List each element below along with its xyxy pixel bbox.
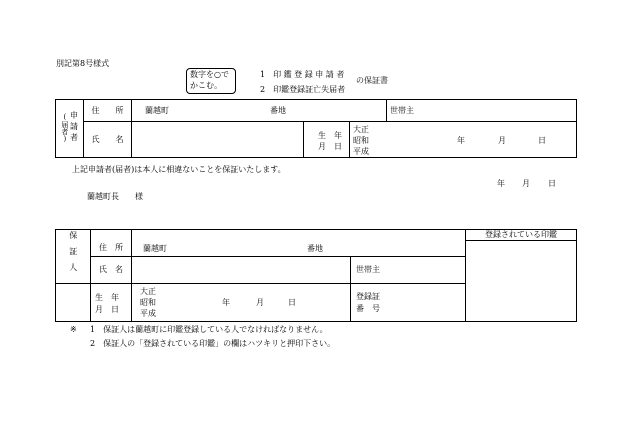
guarantor-dob-year: 年 <box>222 298 230 307</box>
guarantor-lot-label: 番地 <box>307 243 323 253</box>
applicant-section-sublabel: (届者) <box>60 112 69 143</box>
notes-mark: ※ <box>70 325 77 334</box>
guarantor-dob-day: 日 <box>288 298 296 307</box>
title-suffix: の保証書 <box>356 76 388 85</box>
guarantor-reg-cert-label-2: 番 号 <box>356 304 380 313</box>
guarantor-dob-month: 月 <box>256 298 264 307</box>
applicant-address-label: 住 所 <box>84 100 132 122</box>
certification-year: 年 <box>497 179 505 188</box>
certification-month: 月 <box>522 179 530 188</box>
applicant-dob-year: 年 <box>457 136 465 145</box>
note-2: 2 保証人の「登録されている印鑑」の欄はハツキリと押印下さい。 <box>90 339 336 348</box>
guarantor-town-name: 蘭越町 <box>143 243 167 253</box>
applicant-era-taisho: 大正 <box>353 125 369 134</box>
guarantor-dob-label-2: 月 日 <box>95 305 119 314</box>
applicant-section-label: 申請者 <box>69 111 79 145</box>
guarantor-section-label: 保証人 <box>68 231 78 280</box>
applicant-section-label-cell <box>56 100 84 158</box>
guarantor-era-showa: 昭和 <box>140 298 156 307</box>
guarantor-address-field-top <box>132 230 466 241</box>
guarantor-section-spacer <box>56 284 91 322</box>
applicant-name-field[interactable] <box>132 122 304 158</box>
applicant-table <box>55 99 577 158</box>
applicant-dob-label-1: 生 年 <box>318 131 342 140</box>
applicant-name-label: 氏 名 <box>84 122 132 158</box>
guarantor-section-label-cell <box>56 230 91 284</box>
guarantor-reg-cert-cell[interactable] <box>351 284 466 322</box>
guarantor-address-label: 住 所 <box>91 241 132 257</box>
guarantor-dob-field[interactable] <box>132 284 351 322</box>
guarantor-household-label: 世帯主 <box>356 265 380 274</box>
applicant-dob-day: 日 <box>538 136 546 145</box>
registered-seal-box[interactable] <box>466 241 577 322</box>
applicant-dob-month: 月 <box>498 136 506 145</box>
guarantor-address-field[interactable] <box>132 241 466 257</box>
guarantor-era-heisei: 平成 <box>140 309 156 318</box>
guarantor-household-cell[interactable] <box>351 257 466 284</box>
form-number: 別記第8号様式 <box>56 59 110 68</box>
applicant-era-showa: 昭和 <box>353 136 369 145</box>
applicant-household-label: 世帯主 <box>390 106 415 115</box>
guarantor-address-label-top <box>91 230 132 241</box>
guarantor-dob-label-1: 生 年 <box>95 293 119 302</box>
guarantor-table <box>55 229 577 322</box>
applicant-lot-label: 番地 <box>270 106 286 115</box>
guarantor-era-taisho: 大正 <box>140 287 156 296</box>
option-applicant: 1 印 鑑 登 録 申 請 者 <box>260 70 345 79</box>
instruction-line-1: 数字を○で <box>190 70 229 79</box>
applicant-dob-label-cell <box>304 122 350 158</box>
instruction-line-2: かこむ。 <box>190 81 222 90</box>
guarantor-name-label: 氏 名 <box>91 257 132 284</box>
guarantor-dob-label-cell <box>91 284 132 322</box>
applicant-era-heisei: 平成 <box>353 147 369 156</box>
option-lost-cert: 2 印鑑登録証亡失届者 <box>260 85 346 94</box>
applicant-dob-field[interactable] <box>350 122 577 158</box>
note-1: 1 保証人は蘭越町に印鑑登録している人でなければなりません。 <box>90 325 328 334</box>
applicant-household-cell[interactable] <box>387 100 577 122</box>
applicant-address-field[interactable] <box>132 100 387 122</box>
guarantor-name-field[interactable] <box>132 257 351 284</box>
certification-statement: 上記申請者(届者)は本人に相違ないことを保証いたします。 <box>72 165 286 174</box>
certification-day: 日 <box>548 179 556 188</box>
certification-addressee: 蘭越町長 様 <box>87 192 143 201</box>
applicant-dob-label-2: 月 日 <box>318 142 342 151</box>
registered-seal-label: 登録されている印鑑 <box>466 230 577 241</box>
applicant-town-name: 蘭越町 <box>145 106 169 115</box>
guarantor-reg-cert-label-1: 登録証 <box>356 292 380 301</box>
